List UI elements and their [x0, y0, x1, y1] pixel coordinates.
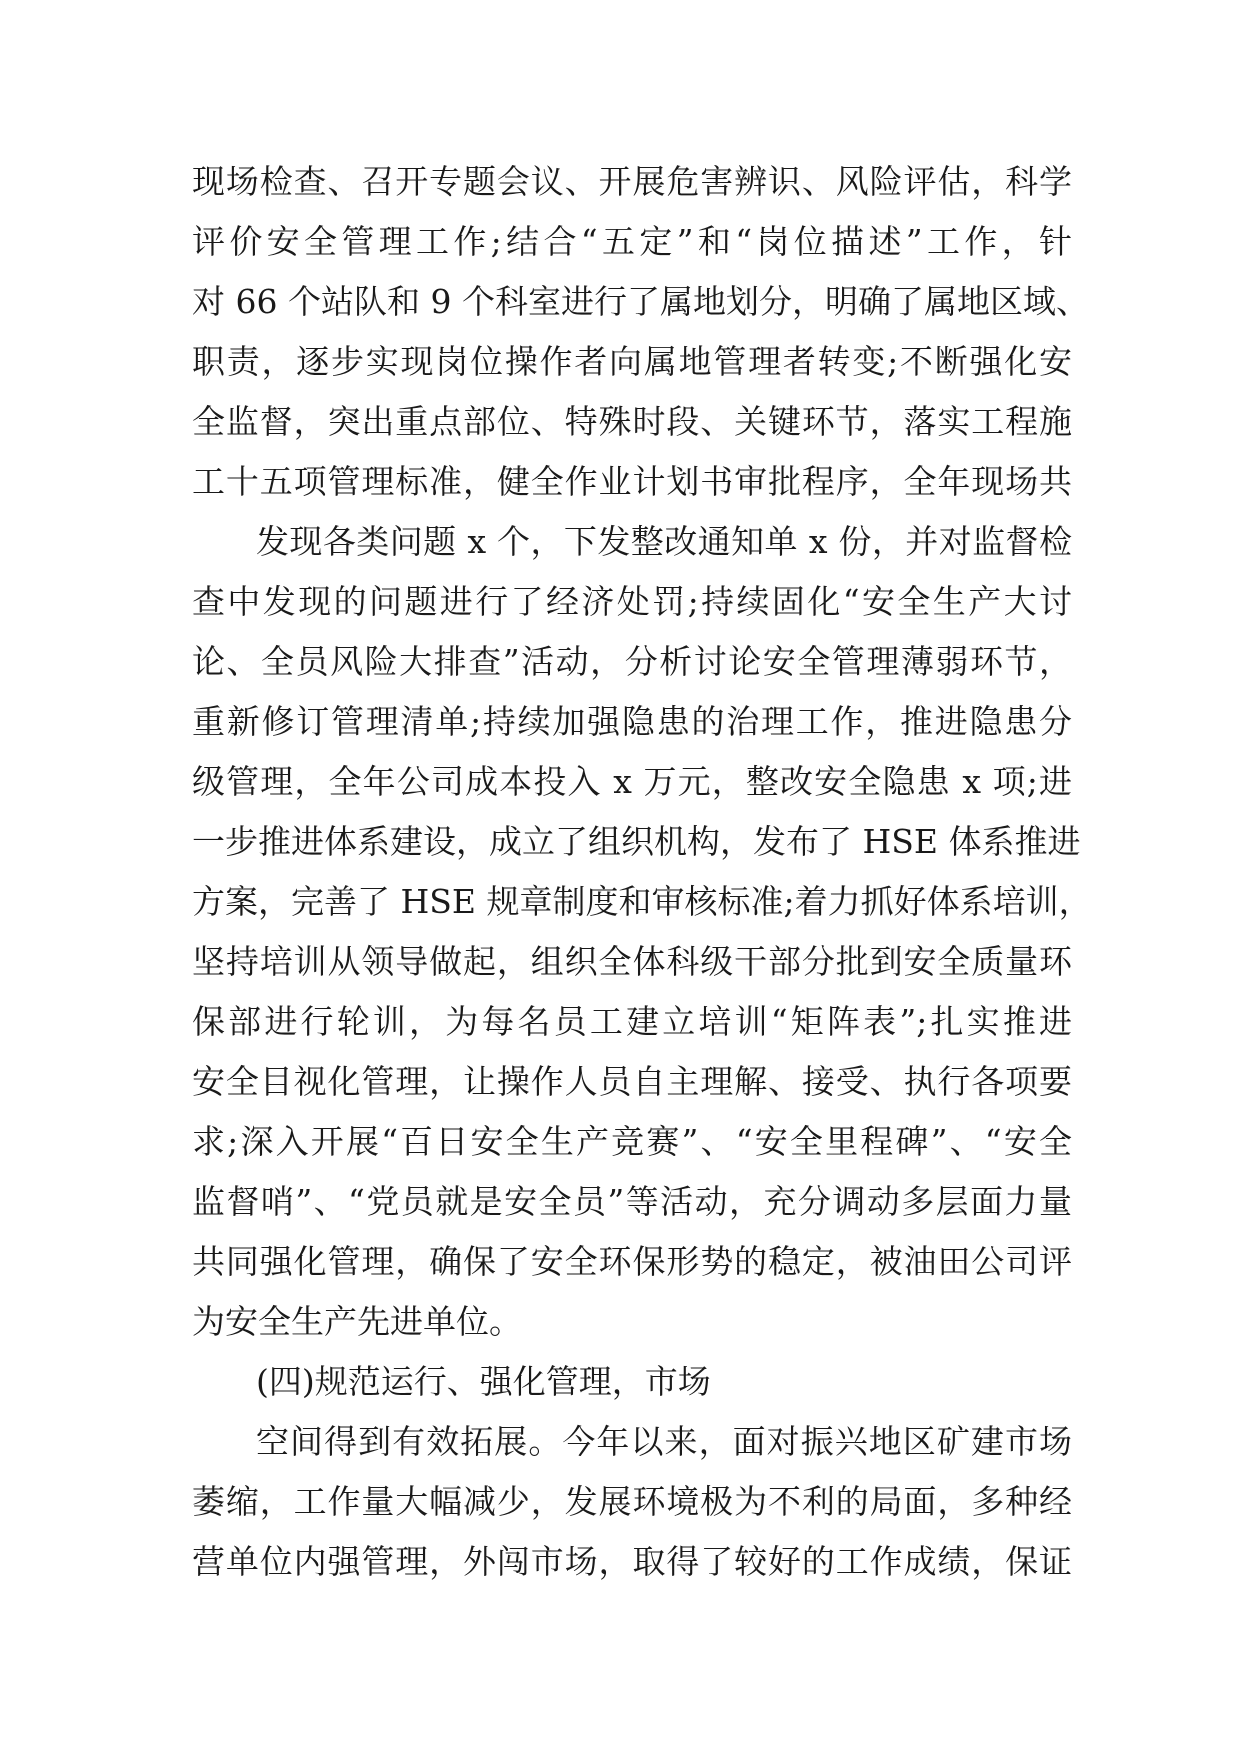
text-line: 对 66 个站队和 9 个科室进行了属地划分，明确了属地区域、: [192, 282, 1089, 321]
text-line: 保部进行轮训，为每名员工建立培训“矩阵表”;扎实推进: [192, 1002, 1072, 1041]
text-line: 一步推进体系建设，成立了组织机构，发布了 HSE 体系推进: [192, 822, 1081, 861]
text-line: 坚持培训从领导做起，组织全体科级干部分批到安全质量环: [192, 942, 1072, 981]
text-line: 论、全员风险大排查”活动，分析讨论安全管理薄弱环节，: [192, 642, 1072, 681]
text-line: 重新修订管理清单;持续加强隐患的治理工作，推进隐患分: [192, 702, 1072, 741]
text-line: 共同强化管理，确保了安全环保形势的稳定，被油田公司评: [192, 1242, 1072, 1281]
text-line: 监督哨”、“党员就是安全员”等活动，充分调动多层面力量: [192, 1182, 1072, 1221]
text-line: 评价安全管理工作;结合“五定”和“岗位描述”工作，针: [192, 222, 1072, 261]
text-line: 职责，逐步实现岗位操作者向属地管理者转变;不断强化安: [192, 342, 1072, 381]
section-heading: (四)规范运行、强化管理，市场: [256, 1362, 711, 1401]
body-text: [192, 152, 1092, 1592]
paragraph-first-line: 空间得到有效拓展。今年以来，面对振兴地区矿建市场: [256, 1422, 1072, 1461]
text-line: 营单位内强管理，外闯市场，取得了较好的工作成绩，保证: [192, 1542, 1072, 1581]
text-line: 级管理，全年公司成本投入 x 万元，整改安全隐患 x 项;进: [192, 762, 1072, 801]
text-line: 安全目视化管理，让操作人员自主理解、接受、执行各项要: [192, 1062, 1072, 1101]
text-line: 查中发现的问题进行了经济处罚;持续固化“安全生产大讨: [192, 582, 1072, 621]
paragraph-first-line: 发现各类问题 x 个，下发整改通知单 x 份，并对监督检: [256, 522, 1072, 561]
text-line: 全监督，突出重点部位、特殊时段、关键环节，落实工程施: [192, 402, 1072, 441]
paragraph-last-line: 为安全生产先进单位。: [192, 1302, 522, 1341]
text-line: 求;深入开展“百日安全生产竞赛”、“安全里程碑”、“安全: [192, 1122, 1072, 1161]
text-line: 萎缩，工作量大幅减少，发展环境极为不利的局面，多种经: [192, 1482, 1072, 1521]
text-line: 工十五项管理标准，健全作业计划书审批程序，全年现场共: [192, 462, 1072, 501]
text-line: 方案，完善了 HSE 规章制度和审核标准;着力抓好体系培训，: [192, 882, 1092, 921]
text-line: 现场检查、召开专题会议、开展危害辨识、风险评估，科学: [192, 162, 1072, 201]
